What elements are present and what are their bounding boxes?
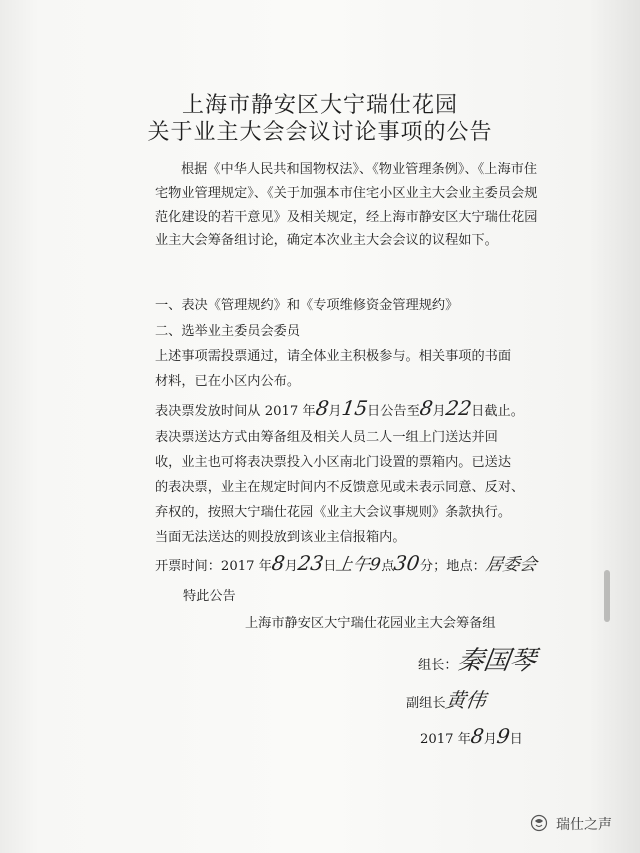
handwritten-issue-month: 8 <box>313 396 331 420</box>
deputy-signature-line <box>406 684 486 713</box>
date-suffix: 日 <box>509 732 523 747</box>
title-line-2: 关于业主大会会议讨论事项的公告 <box>147 120 493 145</box>
issue-period-line <box>155 396 524 420</box>
date-month-label: 月 <box>483 732 497 747</box>
wechat-channel-icon <box>530 814 548 832</box>
issue-suffix: 日截止。 <box>471 404 524 419</box>
handwritten-end-day: 22 <box>444 396 473 420</box>
issue-month-label: 月 <box>328 404 342 419</box>
leader-label: 组长： <box>418 658 458 673</box>
special-announcement: 特此公告 <box>183 589 236 604</box>
issue-mid-text: 日公告至 <box>367 404 420 419</box>
delivery-line-5: 当面无法送达的则投放到该业主信报箱内。 <box>155 530 406 545</box>
date-prefix: 2017 年 <box>420 732 471 747</box>
opening-time-line <box>155 550 537 575</box>
intro-paragraph: 根据《中华人民共和国物权法》、《物业管理条例》、《上海市住宅物业管理规定》、《关于加强本市住宅小区业主大会业主委员会规范化建设的若干意见》及相关规定，经上海市静安区大宁瑞仕花园业主大会筹备组讨论，确定本次业主大会会议的议程如下。 <box>155 162 538 249</box>
delivery-line-4: 弃权的，按照大宁瑞仕花园《业主大会议事规则》条款执行。 <box>155 505 512 520</box>
open-hour-label: 点 <box>381 559 395 574</box>
leader-handwritten-signature: 秦国琴 <box>455 646 538 676</box>
deputy-handwritten-signature: 黄伟 <box>443 688 488 712</box>
scan-edge-mark <box>604 570 610 622</box>
open-prefix: 开票时间：2017 年 <box>155 559 272 574</box>
deputy-label: 副组长 <box>406 696 446 711</box>
signing-date <box>420 724 523 748</box>
handwritten-open-month: 8 <box>270 551 287 575</box>
title-line-1: 上海市静安区大宁瑞仕花园 <box>181 93 458 118</box>
handwritten-open-hour: 上午9 <box>334 555 383 575</box>
handwritten-issue-day: 15 <box>339 396 369 420</box>
handwritten-open-place: 居委会 <box>484 555 538 575</box>
handwritten-open-day: 23 <box>296 551 325 575</box>
delivery-line-3: 的表决票，业主在规定时间内不反馈意见或未表示同意、反对、 <box>155 480 525 495</box>
agenda-item-2: 二、选举业主委员会委员 <box>155 324 301 339</box>
handwritten-date-day: 9 <box>495 724 512 748</box>
open-day-label: 日 <box>323 559 337 574</box>
open-month-label: 月 <box>284 559 298 574</box>
leader-signature-line <box>418 640 536 677</box>
vote-line-2: 材料，已在小区内公布。 <box>155 374 301 389</box>
end-month-label: 月 <box>432 404 446 419</box>
watermark-text: 瑞仕之声 <box>556 817 612 833</box>
delivery-line-2: 收，业主也可将表决票投入小区南北门设置的票箱内。已送达 <box>155 455 512 470</box>
delivery-line-1: 表决票送达方式由筹备组及相关人员二人一组上门送达并回 <box>155 430 498 445</box>
handwritten-date-month: 8 <box>469 724 486 748</box>
handwritten-end-month: 8 <box>418 396 435 420</box>
vote-line-1: 上述事项需投票通过，请全体业主积极参与。相关事项的书面 <box>155 349 512 364</box>
open-place-label: 分；地点： <box>419 559 486 574</box>
issue-prefix: 表决票发放时间从 2017 年 <box>155 404 316 419</box>
agenda-item-1: 一、表决《管理规约》和《专项维修资金管理规约》 <box>155 298 459 313</box>
handwritten-open-minute: 30 <box>392 551 422 575</box>
organizer-name: 上海市静安区大宁瑞仕花园业主大会筹备组 <box>245 616 496 631</box>
